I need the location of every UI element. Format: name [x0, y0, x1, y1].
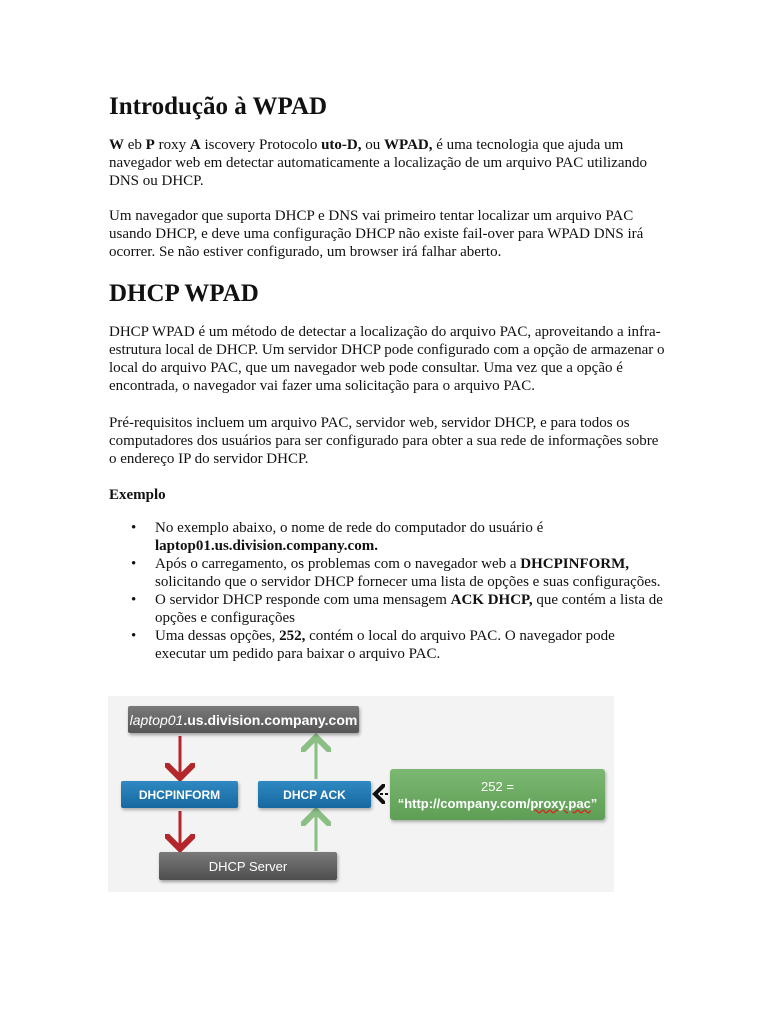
example-list [109, 519, 669, 663]
list-item: • No exemplo abaixo, o nome de rede do computador do usuário é laptop01.us.division.company.com. [131, 520, 544, 554]
wpad-dhcp-diagram [108, 696, 614, 892]
list-item: • Após o carregamento, os problemas com o navegador web a DHCPINFORM, solicitando que o servidor DHCP fornecer uma lista de opções e suas configurações. [131, 556, 661, 590]
list-item: • Uma dessas opções, 252, contém o local do arquivo PAC. O navegador pode executar um pedido para baixar o arquivo PAC. [131, 628, 615, 662]
dhcp-ack-box: DHCP ACK [258, 781, 371, 808]
bullet-icon: • [131, 520, 137, 536]
bullet-icon: • [131, 592, 137, 608]
laptop-hostname-box: laptop01 .us.division.company.com [128, 706, 359, 733]
dhcp-paragraph-1: DHCP WPAD é um método de detectar a localização do arquivo PAC, aproveitando a infra-estrutura local de DHCP. Um servidor DHCP pode configurado com a opção de armazenar o local do arquivo PAC, que um navegador web pode consultar. Uma vez que a opção é encontrada, o navegador vai fazer uma solicitação para o arquivo PAC. [109, 324, 665, 394]
bullet-icon: • [131, 556, 137, 572]
option-252-box [390, 769, 605, 820]
intro-title: Introdução à WPAD [109, 93, 328, 120]
dhcp-server-box: DHCP Server [159, 852, 337, 880]
intro-paragraph-2: Um navegador que suporta DHCP e DNS vai primeiro tentar localizar um arquivo PAC usando DHCP, e deve uma configuração DHCP não existe fail-over para WPAD DNS irá ocorrer. Se não estiver configurado, um browser irá falhar aberto. [109, 208, 644, 260]
option-url: “http://company.com/proxy.pac” [397, 795, 598, 811]
dhcp-paragraph-2: Pré-requisitos incluem um arquivo PAC, servidor web, servidor DHCP, e para todos os computadores dos usuários para ser configurado para obter a sua rede de informações sobre o endereço IP do servidor DHCP. [109, 415, 659, 467]
list-item: • O servidor DHCP responde com uma mensagem ACK DHCP, que contém a lista de opções e configurações [131, 592, 663, 626]
dhcp-title: DHCP WPAD [109, 280, 259, 307]
intro-paragraph-1: W eb P roxy A iscovery Protocolo uto-D, ou WPAD, é uma tecnologia que ajuda um navegador web em detectar automaticamente a localização de um arquivo PAC utilizando DNS ou DHCP. [109, 137, 647, 189]
example-heading: Exemplo [109, 487, 166, 503]
option-code: 252 = [481, 778, 514, 794]
dhcpinform-box: DHCPINFORM [121, 781, 238, 808]
bullet-icon: • [131, 628, 137, 644]
